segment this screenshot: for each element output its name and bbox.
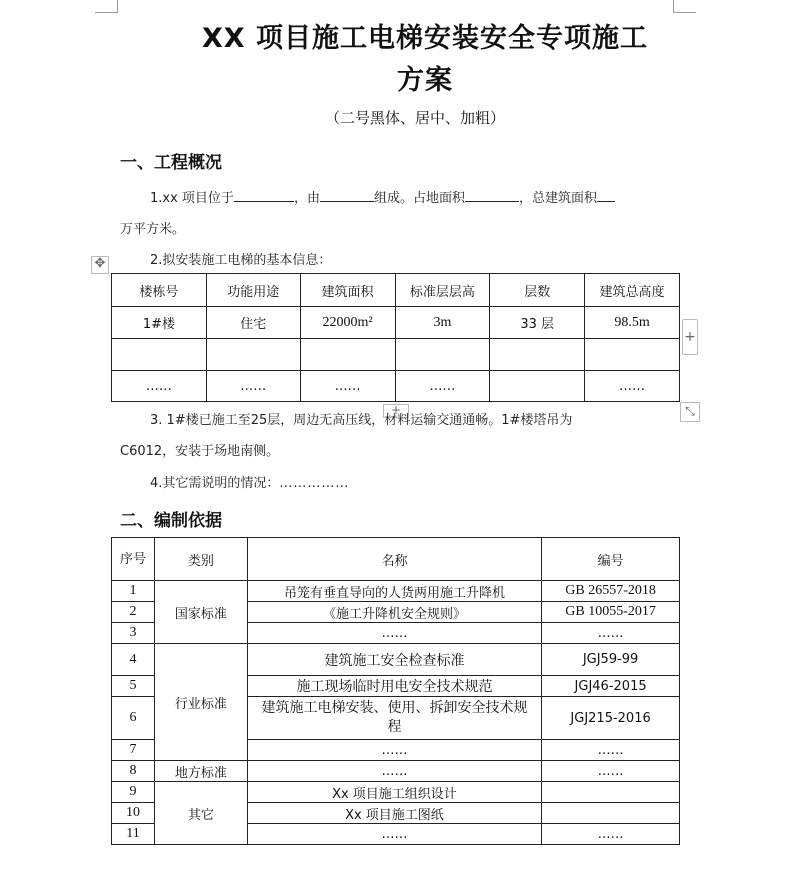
table-cell bbox=[490, 339, 585, 371]
category-cell: 其它 bbox=[154, 782, 247, 845]
code-cell: …… bbox=[542, 824, 680, 845]
section1-heading: 一、工程概况 bbox=[120, 153, 222, 173]
header-cell: 建筑面积 bbox=[300, 274, 395, 307]
p4-label: 4.其它需说明的情况： bbox=[150, 476, 280, 491]
name-cell: …… bbox=[247, 623, 541, 644]
table-cell: …… bbox=[300, 371, 395, 402]
header-cell: 序号 bbox=[112, 538, 155, 581]
name-cell: Xx 项目施工组织设计 bbox=[247, 782, 541, 803]
code-cell: GB 10055-2017 bbox=[542, 602, 680, 623]
blank-field[interactable] bbox=[597, 190, 615, 202]
name-cell: 吊笼有垂直导向的人货两用施工升降机 bbox=[247, 581, 541, 602]
paragraph-1-line2: 万平方米。 bbox=[120, 222, 186, 237]
table-cell: …… bbox=[585, 371, 680, 402]
p1-text-a: 1.xx 项目位于 bbox=[150, 191, 234, 206]
table-row bbox=[112, 307, 680, 339]
category-cell: 国家标准 bbox=[154, 581, 247, 644]
building-info-table bbox=[111, 273, 680, 402]
table-cell bbox=[206, 339, 300, 371]
blank-field[interactable] bbox=[320, 190, 374, 202]
blank-field[interactable] bbox=[465, 190, 519, 202]
name-cell: 《施工升降机安全规则》 bbox=[247, 602, 541, 623]
table-row bbox=[112, 782, 680, 803]
p1-text-b: ，由 bbox=[293, 191, 320, 206]
code-cell: JGJ46-2015 bbox=[542, 676, 680, 697]
move-icon[interactable]: ✥ bbox=[91, 256, 109, 274]
page-corner-mark-left bbox=[95, 0, 118, 13]
table-cell: 3m bbox=[395, 307, 490, 339]
name-cell: Xx 项目施工图纸 bbox=[247, 803, 541, 824]
code-cell: JGJ215-2016 bbox=[542, 697, 680, 740]
paragraph-3-line2: C6012，安装于场地南侧。 bbox=[120, 444, 280, 459]
row-number: 11 bbox=[112, 824, 155, 845]
document-subtitle: （二号黑体、居中、加粗） bbox=[324, 109, 505, 127]
row-number: 5 bbox=[112, 676, 155, 697]
row-number: 8 bbox=[112, 761, 155, 782]
table-row bbox=[112, 371, 680, 402]
code-cell bbox=[542, 803, 680, 824]
add-row-plus-icon[interactable]: + bbox=[383, 404, 409, 418]
name-cell: 施工现场临时用电安全技术规范 bbox=[247, 676, 541, 697]
category-cell: 行业标准 bbox=[154, 644, 247, 761]
row-number: 1 bbox=[112, 581, 155, 602]
header-cell: 楼栋号 bbox=[112, 274, 207, 307]
row-number: 6 bbox=[112, 697, 155, 740]
row-number: 10 bbox=[112, 803, 155, 824]
table-cell: 98.5m bbox=[585, 307, 680, 339]
resize-icon[interactable]: ⤡ bbox=[680, 402, 700, 422]
document-title-line1: XX 项目施工电梯安装安全专项施工 bbox=[201, 23, 649, 54]
blank-field[interactable] bbox=[234, 190, 294, 202]
table-row bbox=[112, 339, 680, 371]
table-cell bbox=[112, 339, 207, 371]
table-cell: …… bbox=[395, 371, 490, 402]
header-cell: 功能用途 bbox=[206, 274, 300, 307]
header-cell: 层数 bbox=[490, 274, 585, 307]
code-cell: GB 26557-2018 bbox=[542, 581, 680, 602]
paragraph-4 bbox=[150, 472, 349, 491]
table-cell: 33 层 bbox=[490, 307, 585, 339]
table-cell: 1#楼 bbox=[112, 307, 207, 339]
table-cell: 住宅 bbox=[206, 307, 300, 339]
code-cell: …… bbox=[542, 761, 680, 782]
table-row bbox=[112, 581, 680, 602]
table-cell bbox=[395, 339, 490, 371]
table-cell bbox=[300, 339, 395, 371]
header-cell: 类别 bbox=[154, 538, 247, 581]
paragraph-2: 2.拟安装施工电梯的基本信息： bbox=[150, 253, 332, 268]
code-cell: …… bbox=[542, 623, 680, 644]
code-cell: JGJ59-99 bbox=[542, 644, 680, 676]
code-cell: …… bbox=[542, 740, 680, 761]
p1-text-d: ，总建筑面积 bbox=[518, 191, 597, 206]
p4-dots: …………… bbox=[279, 476, 350, 491]
add-column-plus-icon[interactable]: + bbox=[682, 319, 698, 355]
table-cell: 22000m² bbox=[300, 307, 395, 339]
row-number: 4 bbox=[112, 644, 155, 676]
row-number: 7 bbox=[112, 740, 155, 761]
row-number: 2 bbox=[112, 602, 155, 623]
table-cell bbox=[585, 339, 680, 371]
basis-table bbox=[111, 537, 680, 845]
table-row bbox=[112, 644, 680, 676]
section2-heading: 二、编制依据 bbox=[120, 511, 222, 531]
table-header-row bbox=[112, 538, 680, 581]
p1-text-c: 组成。占地面积 bbox=[373, 191, 465, 206]
header-cell: 名称 bbox=[247, 538, 541, 581]
name-cell: …… bbox=[247, 824, 541, 845]
name-cell: …… bbox=[247, 740, 541, 761]
header-cell: 标准层层高 bbox=[395, 274, 490, 307]
code-cell bbox=[542, 782, 680, 803]
header-cell: 建筑总高度 bbox=[585, 274, 680, 307]
document-title-line2: 方案 bbox=[397, 65, 453, 96]
paragraph-3: 3. 1#楼已施工至25层，周边无高压线，材料运输交通通畅。1#楼塔吊为 bbox=[150, 413, 573, 428]
table-cell: …… bbox=[112, 371, 207, 402]
paragraph-1 bbox=[150, 187, 615, 206]
table-cell: …… bbox=[206, 371, 300, 402]
page-corner-mark-right bbox=[673, 0, 696, 13]
table-header-row bbox=[112, 274, 680, 307]
row-number: 3 bbox=[112, 623, 155, 644]
category-cell: 地方标准 bbox=[154, 761, 247, 782]
header-cell: 编号 bbox=[542, 538, 680, 581]
name-cell: …… bbox=[247, 761, 541, 782]
table-cell bbox=[490, 371, 585, 402]
name-cell: 建筑施工电梯安装、使用、拆卸安全技术规程 bbox=[247, 697, 541, 740]
name-cell: 建筑施工安全检查标准 bbox=[247, 644, 541, 676]
table-row bbox=[112, 761, 680, 782]
row-number: 9 bbox=[112, 782, 155, 803]
